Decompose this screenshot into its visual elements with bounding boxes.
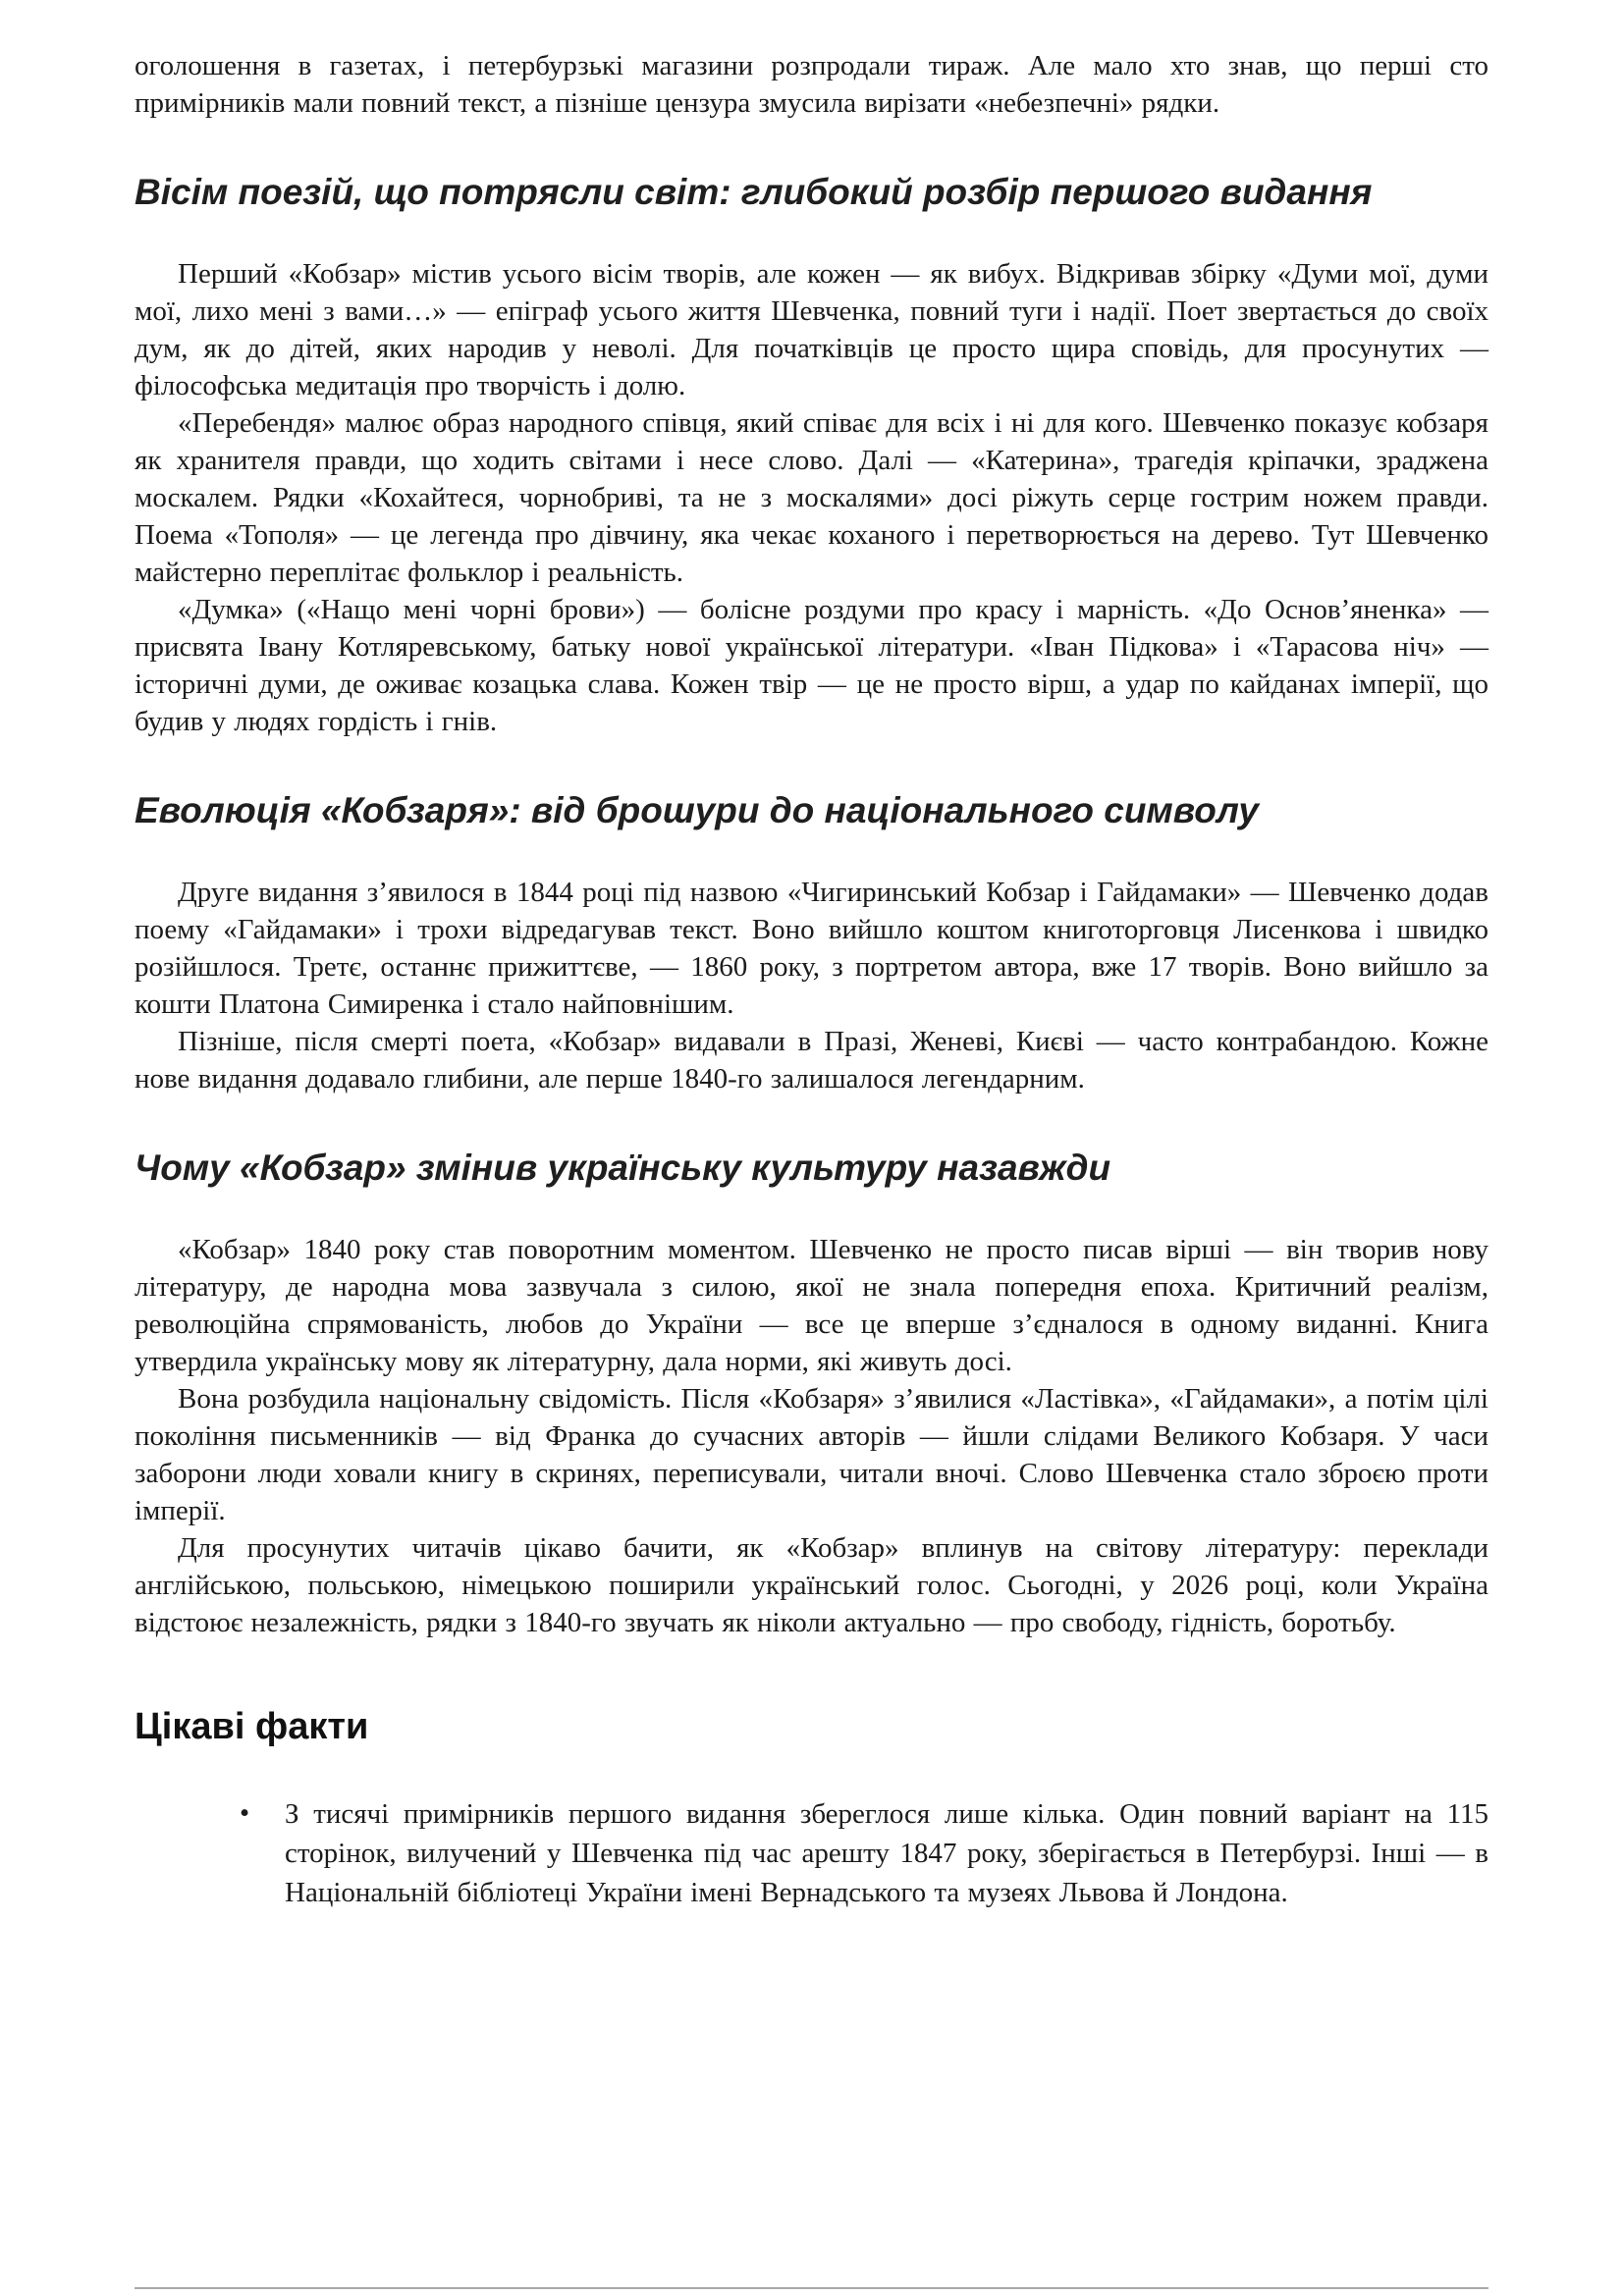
list-item	[240, 1794, 1488, 1912]
section-heading-why-changed-culture: Чому «Кобзар» змінив українську культуру назавжди	[135, 1148, 1111, 1188]
paragraph: Перший «Кобзар» містив усього вісім творів, але кожен — як вибух. Відкривав збірку «Думи мої, думи мої, лихо мені з вами…» — епіграф усього життя Шевченка, повний туги і надії. Поет звертається до своїх дум, як до дітей, яких народив у неволі. Для початківців це просто щира сповідь, для просунутих — філософська медитація про творчість і долю.	[135, 258, 1488, 401]
paragraph: «Кобзар» 1840 року став поворотним моментом. Шевченко не просто писав вірші — він творив нову літературу, де народна мова зазвучала з силою, якої не знала попередня епоха. Критичний реалізм, революційна спрямованість, любов до України — все це вперше з’єдналося в одному виданні. Книга утвердила українську мову як літературну, дала норми, які живуть досі.	[135, 1234, 1488, 1377]
horizontal-rule	[135, 2287, 1488, 2289]
paragraph: «Перебендя» малює образ народного співця, який співає для всіх і ні для кого. Шевченко показує кобзаря як хранителя правди, що ходить світами і несе слово. Далі — «Катерина», трагедія кріпачки, зраджена москалем. Рядки «Кохайтеся, чорнобриві, та не з москалями» досі ріжуть серце гострим ножем правди. Поема «Тополя» — це легенда про дівчину, яка чекає коханого і перетворюється на дерево. Тут Шевченко майстерно переплітає фольклор і реальність.	[135, 407, 1488, 588]
list-item-text: З тисячі примірників першого видання збереглося лише кілька. Один повний варіант на 115 сторінок, вилучений у Шевченка під час арешту 1847 року, зберігається в Петербурзі. Інші — в Національній бібліотеці України імені Вернадського та музеях Львова й Лондона.	[285, 1798, 1488, 1908]
intro-continuation-paragraph: оголошення в газетах, і петербурзькі магазини розпродали тираж. Але мало хто знав, що перші сто примірників мали повний текст, а пізніше цензура змусила вирізати «небезпечні» рядки.	[135, 50, 1488, 119]
section-heading-eight-poems: Вісім поезій, що потрясли світ: глибокий розбір першого видання	[135, 172, 1373, 212]
paragraph: «Думка» («Нащо мені чорні брови») — болісне роздуми про красу і марність. «До Основ’яненка» — присвята Івану Котляревському, батьку нової української літератури. «Іван Підкова» і «Тарасова ніч» — історичні думи, де оживає козацька слава. Кожен твір — це не просто вірш, а удар по кайданах імперії, що будив у людях гордість і гнів.	[135, 594, 1488, 737]
facts-list	[135, 1794, 1488, 1912]
bullet-icon: •	[240, 1797, 250, 1829]
section-heading-interesting-facts: Цікаві факти	[135, 1706, 369, 1747]
paragraph: Вона розбудила національну свідомість. Після «Кобзаря» з’явилися «Ластівка», «Гайдамаки», а потім цілі покоління письменників — від Франка до сучасних авторів — йшли слідами Великого Кобзаря. У часи заборони люди ховали книгу в скринях, переписували, читали вночі. Слово Шевченка стало зброєю проти імперії.	[135, 1383, 1488, 1526]
paragraph: Для просунутих читачів цікаво бачити, як «Кобзар» вплинув на світову літературу: переклади англійською, польською, німецькою поширили український голос. Сьогодні, у 2026 році, коли Україна відстоює незалежність, рядки з 1840-го звучать як ніколи актуально — про свободу, гідність, боротьбу.	[135, 1532, 1488, 1638]
paragraph: Друге видання з’явилося в 1844 році під назвою «Чигиринський Кобзар і Гайдамаки» — Шевченко додав поему «Гайдамаки» і трохи відредагував текст. Воно вийшло коштом книготорговця Лисенкова і швидко розійшлося. Третє, останнє прижиттєве, — 1860 року, з портретом автора, вже 17 творів. Воно вийшло за кошти Платона Симиренка і стало найповнішим.	[135, 877, 1488, 1020]
section-heading-evolution: Еволюція «Кобзаря»: від брошури до національного символу	[135, 790, 1259, 830]
paragraph: Пізніше, після смерті поета, «Кобзар» видавали в Празі, Женеві, Києві — часто контрабандою. Кожне нове видання додавало глибини, але перше 1840-го залишалося легендарним.	[135, 1026, 1488, 1095]
